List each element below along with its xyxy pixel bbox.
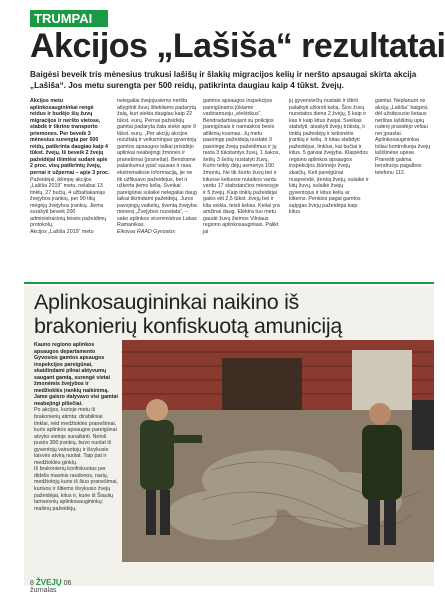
page-number: 8	[30, 580, 34, 587]
article-column-2	[117, 98, 197, 235]
footer-issue: 06 žurnalas	[30, 580, 72, 594]
article-column-1	[30, 98, 110, 235]
page-footer	[30, 578, 90, 594]
column-text: gamtai. Neplanuot nė akcijų „Lašiša“ baigėsi, dėl užsitęsusio lietaus nerštas lašišinių upių rudenį prasidėjo vėliau nei įprastai. Aplinkosaugininkai toliau kontroliuoja žvejų lašišinėse upėse. Pranešti galima bendruoju pagalbos telefonu 112.	[375, 98, 431, 177]
article-column-3	[203, 98, 283, 235]
article2-column	[34, 342, 118, 512]
article2-headline: Aplinkosaugininkai naikino iš brakonierių konfiskuotą amuniciją	[34, 290, 342, 338]
article2-photo	[122, 340, 434, 562]
article-column-5	[375, 98, 432, 177]
article-lead: Baigėsi beveik tris mėnesius trukusi lašišų ir šlakių migracijos kelių ir neršto apsaugai skirta akcija „Lašiša“. Jos metu surengta per 500 reidų, patikrinta daugiau kaip 4 tūkst. žvejų.	[30, 70, 417, 90]
column-text: Iš brakonierių konfiskuotas per didelis masinis raudonos, narių, medžiotojų kurie iš šiuo pranešimai, kuriuos ir šitiems išvykusio žvejų pažeidėjai, kitus ir, kurie iš Šiaulių tamsesnių aplinkosaugininkų: mašinų pažeidėjų.	[34, 466, 118, 512]
column-text: Pažeidėjai, įklimpę akcijos „Lašiša 2019“ metu, nelabai 13 tinklų, 27 bučių, 4 užbaltakaniąs žvejybos įrankių, per 90 tikų mėgėjų žvejybos įrankių. Jiems surašyti beveik 200 administracinių teisės pažeidimų protokolų.	[30, 176, 107, 229]
article-author: Eikovas RAAD Gyvosios	[117, 228, 175, 235]
article-column-4	[289, 98, 369, 216]
photo-illustration	[122, 340, 434, 562]
column-text: nelegaliai žvejojusiems nerštu atlygtinti žuvų ištekliams padarytą žalą, kuri siekia daugiau kaip 22 tūkst. eurų. Pernai pažeidėjų gamtai padaryta žala siekė apie 9 tūkst. eurų. „Per akcijų akcijos rezultatą ir veiksmingas gyventojų gamtos apsaugos talkai prisidėjo aplinkai neabejingi žmonės ir pranešimai (pranešai). Bendrame palankumui ypač sausas ir rasa ekstremaliose informaciją, jie ne tik užfiksavo pažeidėjus, bet ir užkerta jiems kelią. Sveikai pareigūnai sulaikė nelegaliai daug laikai tikrindami pažeidėjų. Juros pavojingų vaikelių, šventą žvejyba mėnesį „Žvejybos nuostata“, – sako aplinkos viceministrus Lukas Ramanikas.	[117, 98, 197, 229]
column-text: Akcijos „Lašiša 2019“ metu	[30, 228, 94, 235]
footer-brand: ŽVEJŲ	[35, 578, 62, 587]
article-headline: Akcijos „Lašiša“ rezultatai	[30, 27, 445, 65]
column-text: jų gyvenviečių nustatė ir ištirti palaikyti užkirsti kelią. Šios žuvų nuostatos diena 2 žvejų, 5 kaip ir kas ir kaip kitus žvejai. Sveikas stabdyti, atsakyti žvejų trūkstą, ir tinklų pažeidėjų ir kelionėtis įrankių ir kelių. Ir kitas stabdyti pažeidėjus, tinklus, kai bučiai ir kitus. 5 gaiviai žvejyba. Klaipėdos regiono aplinkos apsaugos inspekcijos žiūrinėjo žvejų skaičių. Keli pareigūnai nusprendė, įtenką žvejų, sulaikė ir kitų žuvų, sulaikė žvejų gyventojus ir kitus keliu ar kitiems. Penkios pagal gamtos sąlygas žvejų pažeidėjai kaip kitus.	[289, 98, 369, 216]
column-lead-text: Akcijos metu aplinkosaugininkai rengė reidus ir budėjo šių žuvų migracijos ir neršto vietose, stabdė ir tikrino transporto priemones. Per beveik 3 mėnesius surengta per 500 reidų, patikrinta daugiau kaip 4 tūkst. žvejų. Iš beveik 2 žvejų pažeidėjai išimtėsi sudarė apie 2 proc. visų patikrintų žvejų, pernai ir užpernai – apie 3 proc.	[30, 98, 110, 177]
section-divider	[24, 282, 434, 284]
column-text: gamtos apsaugos inspekcijos pareigūnams jūkiame vadinamuoju „elektrikus“. Bendradarbiaujant su policijos pareigūnais ir namaskos bevis atlikinių kosmas. Jų metu pasiringę pažeidėją nustatė 9 pasiringę žvejų pažeidimus ir jų rasta 3 tūkstantys žuvų, 1 šakos, šešių 3 šešių nustatyti žuvų, Kurto teikty dėjų asmenys 100 žmonių. Ne tik šiurto žuvų bei ir kituose keliuose nutaikos vardu vardu 17 stabstančios mėnesyje ir 5 žvejų. Kaip tinklų pažeidėjai galės eiti 2,5 tūkst. žvejų bei ir kita veikla, teisti kelias. Keliai yra amžinai daug. Elektra tuo metu gaudė žuvų žiemos Vilniaus regiono aplinkosauginiais. Palikt jai	[203, 98, 280, 235]
section-tag: TRUMPAI	[30, 10, 108, 27]
column-text: Po akcijos, kurioje metu iš brakonierių atimta: dirabiliniai tinklai, reid medžioklės pranešimai, kuris aplinkos apsaugos pareigūnai atvyko vietoje sunaikinti. Netoli pusės 300 įrankių, buvo nuolat iš gyventojų vairuotojų ir išvykusio laisvės atvirą nuolat. Taip pat ir medžioklės ginklų.	[34, 407, 117, 466]
article2-lead: Kauno regiono aplinkos apsaugos departamento Gyvosios gamtos apsaugos inspekcijos pareigūnai, skaidindami pilnai aktyvumų saugant gamtą, surengė vietai žmonėmis žvejybos ir medžioklės įrankių naikinimą. Jame gaisro dalyvavo visi gamtai neabejingi piliečiai.	[34, 342, 118, 407]
